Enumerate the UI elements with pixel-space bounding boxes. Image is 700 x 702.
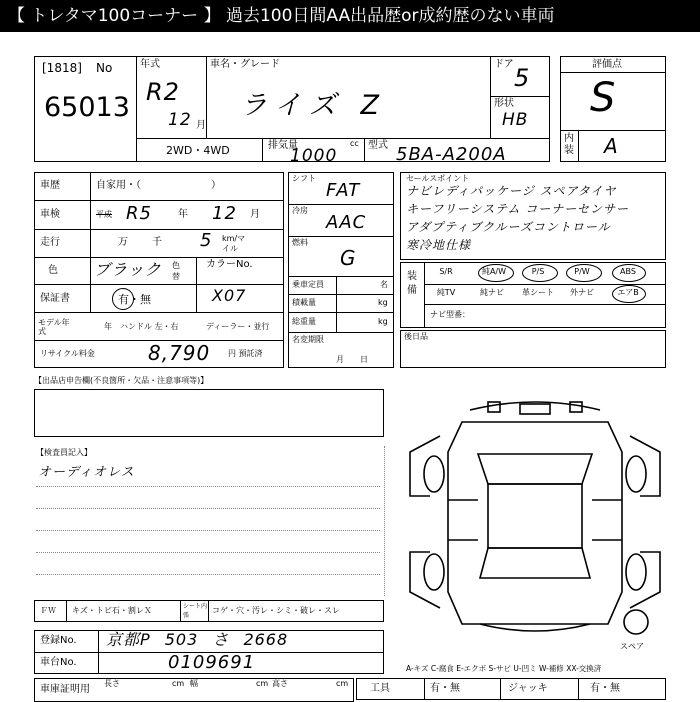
car-mirror [570, 402, 582, 412]
cert-label: 車庫証明用 [40, 684, 90, 695]
inspection-month-label: 月 [250, 209, 260, 220]
name-label: 車名・グレード [210, 59, 280, 70]
ac-value: AAC [326, 212, 367, 233]
drive-label: 2WD・4WD [166, 144, 230, 157]
divider [288, 294, 394, 295]
inspection-era: 平成 [96, 210, 112, 219]
inspection-label: 車検 [40, 209, 60, 220]
divider [288, 236, 394, 237]
history-value: 自家用・（ ） [96, 180, 221, 191]
divider [66, 600, 67, 622]
int-label: 内装 [564, 133, 574, 156]
capacity-unit: 名 [380, 280, 388, 289]
divider [206, 56, 207, 138]
lot-number: 65013 [44, 92, 130, 123]
divider [34, 200, 284, 201]
divider [578, 130, 579, 162]
opt-abs: ABS [620, 267, 636, 276]
capacity-label: 乗車定員 [292, 280, 324, 289]
ac-label: 冷房 [292, 206, 308, 215]
divider [560, 72, 666, 73]
divider [34, 257, 284, 258]
car-rear-window [480, 548, 590, 578]
change-unit: 月 日 [336, 355, 368, 364]
handle-label: ハンドル 左・右 [120, 322, 179, 331]
divider [90, 172, 91, 312]
door-value: 5 [514, 64, 531, 92]
sales-line-1: ナビレディパッケージ スペアタイヤ [406, 184, 617, 198]
recycle-label: リサイクル料金 [40, 349, 95, 358]
chassis-label: 車台No. [40, 657, 77, 668]
weight-label: 総重量 [292, 317, 316, 326]
reg-value: 京都P 503 さ 2668 [106, 630, 289, 649]
opt-circle [612, 285, 646, 303]
model-year-label: モデル年式 [38, 318, 70, 336]
mileage-unit: km/マイル [222, 234, 246, 253]
car-wheel [626, 554, 646, 590]
repaint-label: 色替 [172, 261, 180, 281]
color-label: 色 [48, 265, 58, 276]
month-value: 12 [168, 110, 192, 130]
note-line [36, 552, 380, 553]
divider [34, 284, 284, 285]
sheet-text: コゲ・穴・汚レ・シミ・破レ・スレ [212, 606, 340, 615]
divider [288, 312, 394, 313]
divider [424, 262, 425, 328]
inspection-year-label: 年 [178, 209, 188, 220]
opt-sunroof: S/R [439, 267, 453, 276]
navi-model-label: ナビ型番： [430, 310, 470, 319]
divider [490, 96, 550, 97]
mileage-label: 走行 [40, 237, 60, 248]
sales-line-3: アダプティブクルーズコントロール [406, 220, 611, 234]
spare-label: スペア [620, 642, 644, 651]
car-wheel [626, 456, 646, 492]
load-label: 積載量 [292, 298, 316, 307]
shift-label: シフト [292, 174, 316, 183]
damage-legend: A-キズ C-腐食 E-エクボ S-サビ U-凹ミ W-補修 XX-交換済 [406, 664, 602, 673]
color-value: ブラック [94, 260, 162, 279]
cert-length-label: 長さ [104, 679, 120, 688]
inspection-month: 12 [212, 203, 237, 224]
fuel-value: G [340, 246, 357, 270]
cert-cm-3: cm [336, 679, 349, 688]
sales-line-4: 寒冷地仕様 [406, 238, 472, 252]
divider [196, 257, 197, 312]
opt-alloy: 純A/W [481, 267, 507, 276]
fw-text: キズ・トビ石・割レＸ [72, 606, 152, 615]
shift-value: FAT [326, 180, 361, 201]
disp-label: 排気量 [268, 140, 298, 151]
divider [490, 56, 491, 138]
recycle-value: 8,790 [148, 341, 211, 365]
score-label: 評価点 [592, 59, 622, 70]
color-no-label: カラーNo. [206, 259, 253, 270]
cc-label: cc [350, 139, 359, 148]
cert-width-label: 幅 [190, 679, 198, 688]
cert-cm-2: cm [256, 679, 269, 688]
opt-airbag: エアB [617, 288, 639, 297]
month-suffix: 月 [196, 120, 206, 131]
year-label: 年式 [140, 59, 160, 70]
opt-circle [612, 264, 646, 282]
car-wheel [424, 456, 444, 492]
mileage-sen: 千 [152, 237, 162, 248]
opt-navi: 純ナビ [480, 288, 504, 297]
history-label: 車歴 [40, 180, 60, 191]
equip-label: 装備 [407, 271, 417, 296]
divider [500, 678, 501, 700]
inspector-label: 【検査員記入】 [36, 448, 92, 457]
car-mirror [488, 402, 500, 412]
divider [262, 138, 263, 162]
mileage-value: 5 [200, 230, 213, 251]
sales-line-2: キーフリーシステム コーナーセンサー [406, 202, 630, 216]
shape-label: 形状 [494, 98, 514, 109]
model-label: 型式 [368, 140, 388, 151]
divider [34, 312, 284, 313]
sales-label: セールスポイント [406, 174, 470, 183]
fw-label: ＦＷ [40, 606, 56, 615]
int-value: A [604, 134, 619, 158]
inspection-value: R5 [126, 203, 152, 224]
seller-label: 【出品店申告欄(不良箇所・欠品・注意事項等)】 [34, 376, 209, 385]
divider [424, 678, 425, 700]
divider [424, 304, 666, 305]
jack-label: ジャッキ [508, 683, 548, 694]
name-value: ライズ Z [240, 90, 387, 121]
opt-tv: 純TV [436, 288, 456, 297]
car-grille [520, 404, 550, 414]
note-line [36, 486, 380, 487]
divider [364, 138, 365, 162]
note-line [36, 508, 380, 509]
color-no-value: X07 [212, 286, 247, 305]
model-value: 5BA-A200A [396, 144, 507, 165]
change-label: 名変期限 [292, 335, 324, 344]
opt-circle [522, 264, 558, 282]
cert-height-label: 高さ [272, 679, 288, 688]
jack-value: 有・無 [590, 683, 620, 694]
tools-value: 有・無 [430, 683, 460, 694]
divider [34, 229, 284, 230]
recycle-unit: 円 預託済 [228, 349, 263, 358]
cert-cm-1: cm [172, 679, 185, 688]
score-value: S [590, 75, 617, 121]
car-windshield [478, 454, 592, 484]
tools-label: 工具 [370, 683, 390, 694]
divider [208, 600, 209, 622]
shape-value: HB [502, 110, 529, 130]
note-line [36, 574, 380, 575]
model-year-unit: 年 [104, 322, 112, 331]
fuel-label: 燃料 [292, 238, 308, 247]
car-rear-bumper [480, 624, 590, 631]
car-wheel [424, 554, 444, 590]
warranty-label: 保証書 [40, 293, 70, 304]
sheet-label: シート内張 [183, 603, 208, 619]
divider [98, 630, 99, 674]
inspector-note: オーディオレス [38, 465, 135, 480]
divider [578, 678, 579, 700]
chassis-value: 0109691 [168, 652, 256, 673]
opt-pw: P/W [574, 267, 590, 276]
divider [288, 204, 394, 205]
divider [336, 276, 337, 332]
car-diagram [400, 392, 670, 642]
weight-unit: kg [378, 317, 388, 326]
later-label: 後日品 [404, 332, 428, 341]
divider [560, 130, 666, 131]
car-body [448, 422, 622, 624]
opt-leather: 革シート [522, 288, 554, 297]
mileage-man: 万 [118, 237, 128, 248]
lot-no-label: No [96, 61, 113, 75]
disp-value: 1000 [290, 146, 338, 166]
reg-label: 登録No. [40, 635, 77, 646]
load-unit: kg [378, 298, 388, 307]
seller-frame [34, 389, 384, 437]
opt-ps: P/S [531, 267, 545, 276]
opt-ext-navi: 外ナビ [570, 288, 594, 297]
note-line [36, 530, 380, 531]
banner-title: 【 トレタマ100コーナー 】 過去100日間AA出品歴or成約歴のない車両 [0, 0, 700, 32]
divider [384, 446, 385, 596]
car-roof [488, 484, 582, 548]
divider [288, 332, 394, 333]
later-frame [400, 330, 666, 368]
warranty-value: 有・無 [118, 293, 151, 306]
car-spare-wheel [624, 610, 648, 634]
warranty-circle [112, 288, 134, 310]
year-value: R2 [146, 78, 180, 106]
divider [180, 600, 181, 622]
divider [136, 138, 550, 139]
divider [288, 276, 394, 277]
door-label: ドア [494, 59, 514, 70]
opt-circle [478, 264, 514, 282]
opt-circle [566, 264, 602, 282]
divider [136, 56, 137, 162]
lot-stamp: [1818] [42, 61, 82, 75]
dealer-label: ディーラー・並行 [206, 322, 270, 331]
